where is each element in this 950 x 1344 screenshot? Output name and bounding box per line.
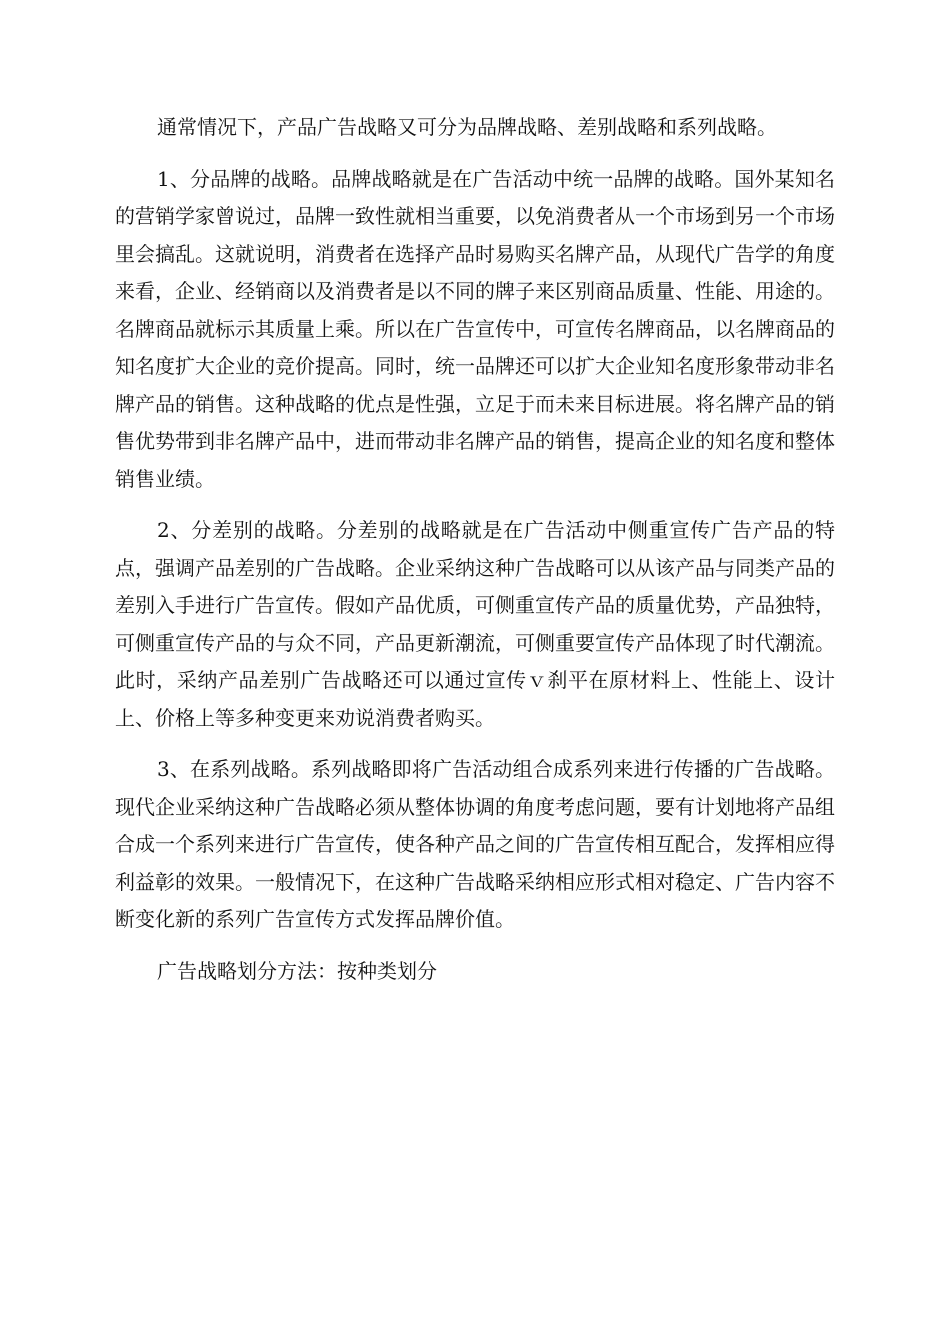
series-strategy-paragraph: 3、在系列战略。系列战略即将广告活动组合成系列来进行传播的广告战略。现代企业采纳这种广告战略必须从整体协调的角度考虑问题，要有计划地将产品组合成一个系列来进行广告宣传，使各种产品之间的广告宣传相互配合，发挥相应得利益彰的效果。一般情况下，在这种广告战略采纳相应形式相对稳定、广告内容不断变化新的系列广告宣传方式发挥品牌价值。 xyxy=(115,757,835,931)
difference-strategy-paragraph: 2、分差别的战略。分差别的战略就是在广告活动中侧重宣传广告产品的特点，强调产品差别的广告战略。企业采纳这种广告战略可以从该产品与同类产品的差别入手进行广告宣传。假如产品优质，可侧重宣传产品的质量优势，产品独特，可侧重宣传产品的与众不同，产品更新潮流，可侧重要宣传产品体现了时代潮流。此时，采纳产品差别广告战略还可以通过宣传ｖ刹平在原材料上、性能上、设计上、价格上等多种变更来劝说消费者购买。 xyxy=(115,518,835,730)
intro-paragraph: 通常情况下，产品广告战略又可分为品牌战略、差别战略和系列战略。 xyxy=(157,115,777,139)
document-page xyxy=(115,109,835,990)
classification-heading: 广告战略划分方法：按种类划分 xyxy=(157,958,437,983)
brand-strategy-paragraph: 1、分品牌的战略。品牌战略就是在广告活动中统一品牌的战略。国外某知名的营销学家曾说过，品牌一致性就相当重要，以免消费者从一个市场到另一个市场里会搞乱。这就说明，消费者在选择产品时易购买名牌产品，从现代广告学的角度来看，企业、经销商以及消费者是以不同的牌子来区别商品质量、性能、用途的。名牌商品就标示其质量上乘。所以在广告宣传中，可宣传名牌商品，以名牌商品的知名度扩大企业的竞价提高。同时，统一品牌还可以扩大企业知名度形象带动非名牌产品的销售。这种战略的优点是性强，立足于而未来目标进展。将名牌产品的销售优势带到非名牌产品中，进而带动非名牌产品的销售，提高企业的知名度和整体销售业绩。 xyxy=(115,166,835,491)
